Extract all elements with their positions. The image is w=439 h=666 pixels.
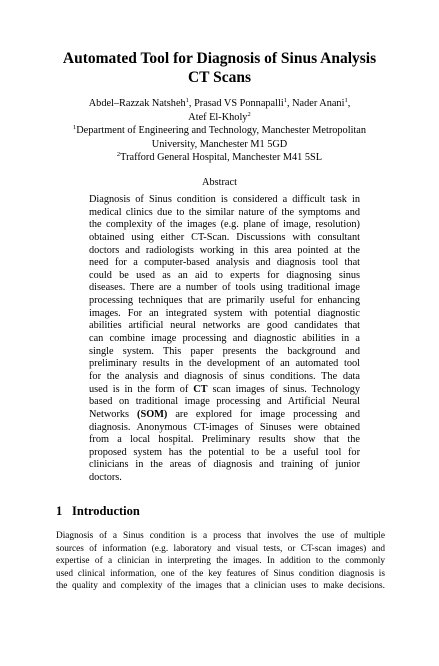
abstract-text: are explored for image processing and [175, 408, 360, 420]
abstract-line: single system. This paper presents the background and [89, 345, 360, 357]
abstract-bold-term: (SOM) [137, 408, 168, 420]
abstract-bold-term: CT [193, 383, 208, 395]
abstract-line: can combine image processing and diagnostic abilities in a [89, 333, 360, 345]
title-line-1: Automated Tool for Diagnosis of Sinus Analysis [62, 50, 377, 67]
abstract-line: clinicians in the areas of diagnosis and training of junior [89, 459, 360, 471]
author-1: Abdel–Razzak Natsheh [88, 98, 186, 109]
intro-line: sources of information (e.g. laboratory and visual tests, or CT-scan images) and [56, 543, 385, 554]
intro-line: expertise of a clinician in interpreting the images. In addition to the commonly [56, 556, 385, 566]
affiliation-1-line-2: University, Manchester M1 5GD [151, 138, 288, 150]
abstract-line-som [89, 409, 360, 422]
abstract-line: Diagnosis of Sinus condition is considered a difficult task in [89, 194, 360, 205]
abstract-line-ct [89, 384, 360, 397]
author-line-1 [30, 97, 409, 111]
title-line-2: CT Scans [187, 69, 252, 86]
section-title: Introduction [72, 504, 140, 518]
abstract-line: for the analysis and diagnosis of sinus conditions. The data [89, 370, 360, 382]
abstract-line: diagnosis. Anonymous CT-images of Sinuses were obtained [89, 421, 360, 433]
abstract-line: proposed system has the potential to be a useful tool for [89, 446, 360, 458]
abstract-line: the complexity of the images (e.g. plane of image, resolution) [89, 219, 360, 231]
author-block [30, 97, 409, 165]
affiliation-2-line [30, 151, 409, 165]
abstract-line: could be used as an aid to experts for diagnosing sinus [89, 269, 360, 281]
abstract-line: preliminary results in the development of an automated tool [89, 358, 360, 370]
abstract-line: doctors and radiologists working in this area pointed at the [89, 244, 360, 256]
abstract-line: from a local hospital. Preliminary results show that the [89, 434, 360, 446]
author-4-affiliation-mark: 2 [247, 110, 251, 118]
author-line-2 [30, 111, 409, 125]
abstract-body [89, 194, 360, 485]
section-number: 1 [56, 504, 63, 518]
affiliation-1-line-1 [30, 124, 409, 138]
abstract-line: need for a computer-based analysis and diagnosis tool that [89, 257, 360, 269]
abstract-text: scan images of sinus. Technology [212, 383, 360, 395]
abstract-line: diseases. There are a number of tools using traditional image [89, 282, 360, 294]
affiliation-1-mark: 1 [72, 124, 77, 132]
affiliation-1-text: Department of Engineering and Technology, Manchester Metropolitan [76, 125, 367, 137]
intro-body [56, 530, 385, 593]
author-3-affiliation-mark: 1 [344, 97, 348, 104]
section-heading [56, 504, 140, 519]
paper-title [20, 49, 419, 87]
abstract-heading: Abstract [202, 177, 237, 188]
author-1-affiliation-mark: 1 [185, 97, 189, 104]
author-2: , Prasad VS Ponnapalli [188, 98, 284, 109]
abstract-text: Networks [89, 408, 130, 420]
abstract-line: abilities artificial neural networks are good candidates that [89, 320, 360, 332]
abstract-line: processing techniques that are primarily useful for enhancing [89, 295, 360, 307]
intro-line: Diagnosis of a Sinus condition is a process that involves the use of multiple [56, 531, 385, 541]
intro-line: the quality and complexity of the images that a clinician uses to make decisions. [56, 581, 385, 591]
author-4: Atef El-Kholy [188, 111, 248, 123]
abstract-line: based on traditional image processing and Artificial Neural [89, 396, 360, 408]
author-separator: , [347, 98, 351, 109]
affiliation-2-text: Trafford General Hospital, Manchester M41 5SL [120, 152, 323, 164]
abstract-line: obtained using either CT-Scan. Discussions with consultant [89, 231, 360, 243]
abstract-line: medical clinics due to the similar nature of the symptoms and [89, 206, 360, 218]
author-2-affiliation-mark: 1 [283, 97, 287, 104]
abstract-text: used is in the form of [89, 383, 189, 395]
abstract-last-line: doctors. [89, 472, 122, 484]
intro-line: used clinical information, one of the key features of Sinus condition diagnosis is [56, 568, 385, 579]
abstract-line: images. For an integrated system with potential diagnostic [89, 307, 360, 319]
author-3: , Nader Anani [286, 98, 345, 109]
affiliation-2-mark: 2 [116, 151, 121, 159]
